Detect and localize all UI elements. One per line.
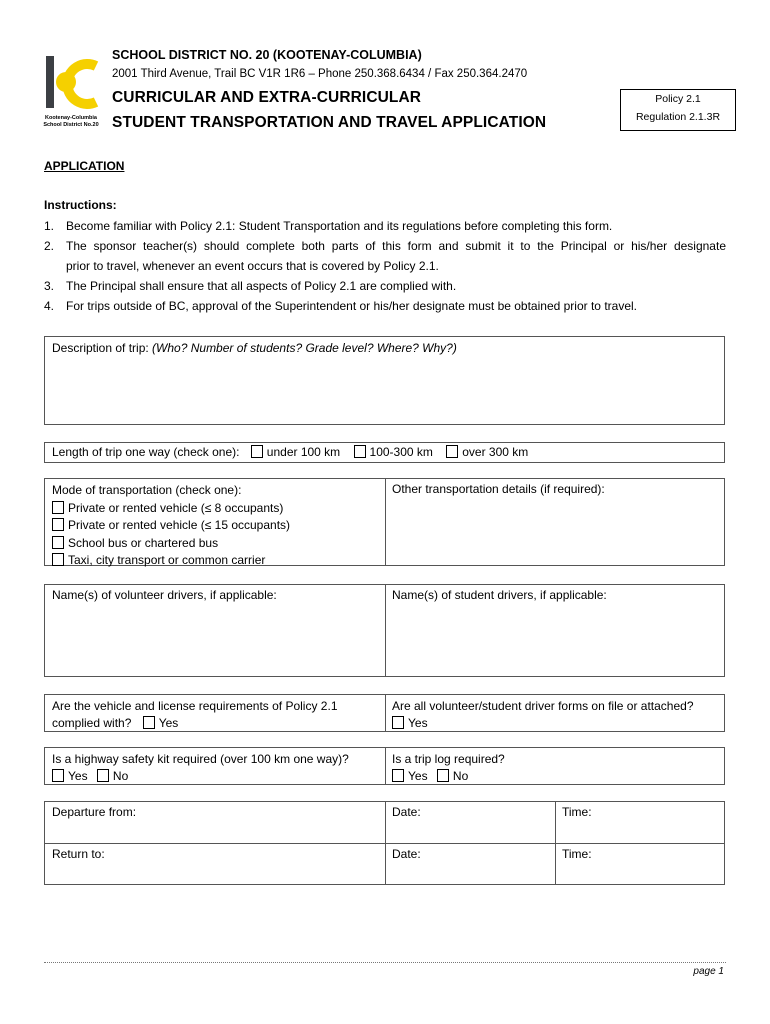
page-number: page 1 (693, 966, 724, 977)
trip-length-row (44, 442, 725, 463)
requirements-row (44, 694, 725, 732)
volunteer-drivers-label: Name(s) of volunteer drivers, if applicable: (52, 588, 277, 602)
form-title-line2: STUDENT TRANSPORTATION AND TRAVEL APPLICATION (112, 114, 547, 131)
checkbox[interactable] (52, 501, 64, 514)
departure-time-field[interactable]: Time: (562, 805, 592, 819)
checkbox[interactable] (392, 716, 404, 729)
transport-mode-row (44, 478, 725, 566)
district-logo (44, 52, 100, 114)
checkbox[interactable] (446, 445, 458, 458)
checkbox[interactable] (251, 445, 263, 458)
trip-log-no-option[interactable]: No (437, 769, 468, 783)
other-transport-label: Other transportation details (if required): (392, 482, 605, 496)
footer-divider (44, 962, 726, 963)
instructions-title: Instructions: (44, 198, 117, 212)
driver-forms-yes-option[interactable]: Yes (392, 715, 694, 732)
trip-description-label: Description of trip: (Who? Number of students? Grade level? Where? Why?) (52, 341, 457, 355)
trip-description-field[interactable] (44, 336, 725, 425)
policy-box (620, 89, 736, 131)
checkbox[interactable] (52, 769, 64, 782)
safety-row (44, 747, 725, 785)
checkbox[interactable] (143, 716, 155, 729)
return-to-field[interactable]: Return to: (52, 847, 105, 861)
length-option-100-300[interactable]: 100-300 km (354, 445, 433, 459)
other-transport-field[interactable] (392, 482, 605, 496)
checkbox[interactable] (52, 553, 64, 566)
vehicle-req-yes-option[interactable]: Yes (143, 716, 179, 730)
return-time-field[interactable]: Time: (562, 847, 592, 861)
mode-option[interactable]: Private or rented vehicle (≤ 8 occupants) (52, 500, 290, 518)
drivers-row (44, 584, 725, 677)
checkbox[interactable] (52, 518, 64, 531)
checkbox[interactable] (392, 769, 404, 782)
length-option-over-300[interactable]: over 300 km (446, 445, 528, 459)
district-address: 2001 Third Avenue, Trail BC V1R 1R6 – Phone 250.368.6434 / Fax 250.364.2470 (112, 68, 528, 80)
mode-option[interactable]: School bus or chartered bus (52, 535, 290, 553)
volunteer-drivers-field[interactable] (52, 588, 277, 602)
highway-kit-question: Is a highway safety kit required (over 100 km one way)? Yes No (52, 752, 349, 783)
trip-length-group (52, 445, 528, 459)
highway-kit-no-option[interactable]: No (97, 769, 128, 783)
transport-mode-group (52, 482, 290, 570)
vehicle-requirements-question: Are the vehicle and license requirements of Policy 2.1 complied with? Yes (52, 699, 338, 730)
regulation-number: Regulation 2.1.3R (635, 111, 721, 123)
transport-mode-label: Mode of transportation (check one): (52, 483, 242, 497)
district-name: SCHOOL DISTRICT NO. 20 (KOOTENAY-COLUMBIA) (112, 48, 422, 62)
length-option-under-100[interactable]: under 100 km (251, 445, 340, 459)
checkbox[interactable] (97, 769, 109, 782)
trip-log-question: Is a trip log required? Yes No (392, 752, 505, 783)
checkbox[interactable] (437, 769, 449, 782)
logo-caption: Kootenay-Columbia School District No.20 (43, 115, 99, 128)
section-title: APPLICATION (44, 159, 125, 173)
student-drivers-field[interactable] (392, 588, 607, 602)
checkbox[interactable] (354, 445, 366, 458)
mode-option[interactable]: Private or rented vehicle (≤ 15 occupants) (52, 517, 290, 535)
trip-log-yes-option[interactable]: Yes (392, 769, 428, 783)
trip-length-label: Length of trip one way (check one): (52, 445, 240, 459)
policy-number: Policy 2.1 (655, 93, 701, 105)
instructions-list: 1. Become familiar with Policy 2.1: Student Transportation and its regulations before completing this form. 2. The sponsor teacher(s) should complete both parts of this form and submit it to the Principal or his/her designate prior to travel, whenever an event occurs that is covered by Policy 2.1. 3. The Principal shall ensure that all aspects of Policy 2.1 are complied with. 4. For trips outside of BC, approval of the Superintendent or his/her designate must be obtained prior to travel. (44, 219, 726, 313)
driver-forms-question: Are all volunteer/student driver forms on file or attached? Yes (392, 699, 694, 730)
highway-kit-yes-option[interactable]: Yes (52, 769, 88, 783)
mode-option[interactable]: Taxi, city transport or common carrier (52, 552, 290, 570)
student-drivers-label: Name(s) of student drivers, if applicable: (392, 588, 607, 602)
form-title-line1: CURRICULAR AND EXTRA-CURRICULAR (112, 89, 422, 106)
departure-from-field[interactable]: Departure from: (52, 805, 137, 819)
schedule-table (44, 801, 725, 885)
departure-date-field[interactable]: Date: (392, 805, 421, 819)
checkbox[interactable] (52, 536, 64, 549)
return-date-field[interactable]: Date: (392, 847, 421, 861)
